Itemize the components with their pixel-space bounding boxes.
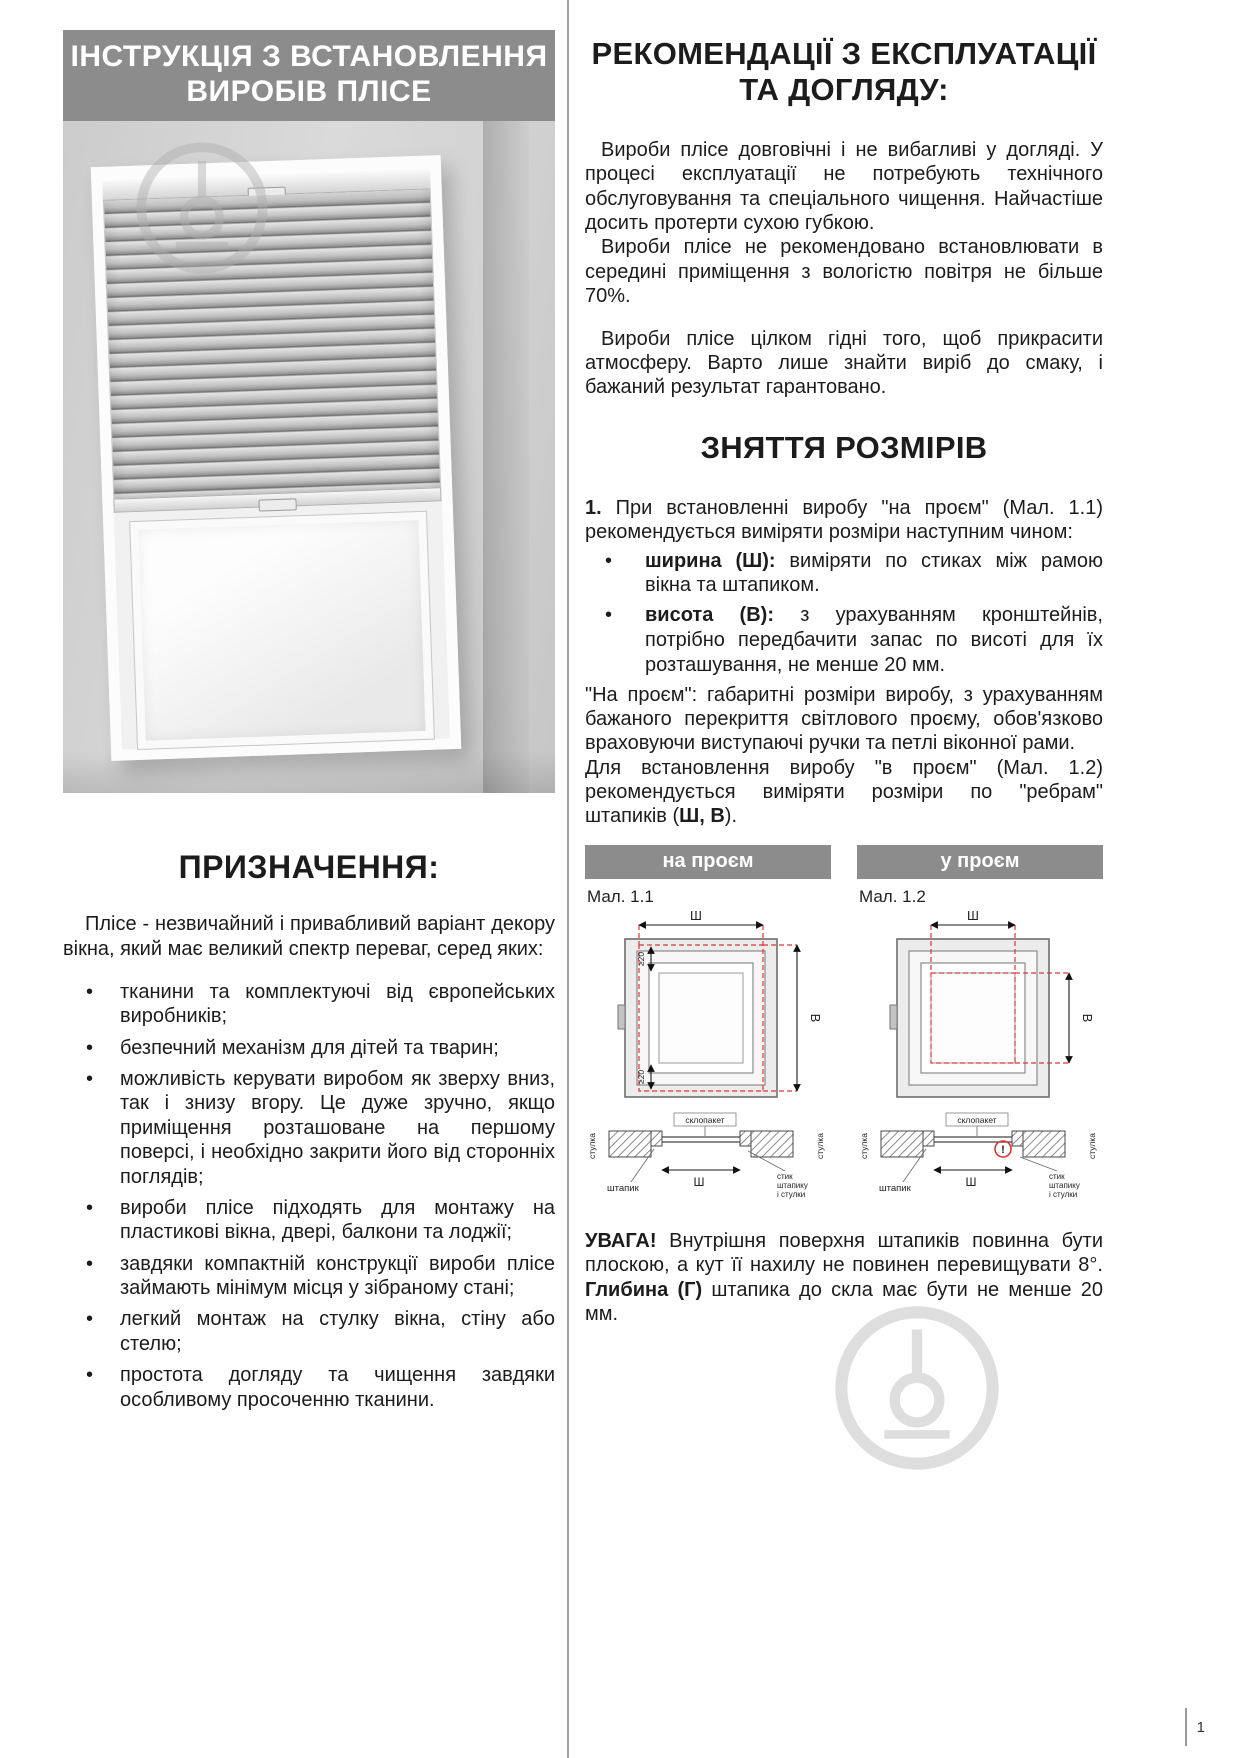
logo-watermark-icon	[831, 1302, 1003, 1474]
care-paragraph-2: Вироби плісе не рекомендовано встановлювати в середині приміщення з вологістю повітря не більше 70%.	[585, 236, 1103, 308]
measurement-item-width	[645, 549, 1103, 599]
attention-depth-term: Глибина (Г)	[585, 1278, 703, 1301]
purpose-item: • простота догляду та чищення завдяки особливому просоченню тканини.	[120, 1363, 555, 1412]
window-frame-drawing	[890, 939, 1049, 1097]
sizing-step-text: При встановленні виробу "на проєм" (Мал. 1.1) рекомендується виміряти розміри наступним чином:	[585, 496, 1103, 544]
left-header-line2: ВИРОБІВ ПЛІСЕ	[186, 75, 432, 109]
min20-bottom-label: ≥20	[636, 1069, 646, 1084]
bottom-rail-tab	[258, 498, 296, 511]
width-label: Ш	[690, 908, 702, 923]
bead-label: штапик	[607, 1182, 639, 1194]
v-proem-tail: ).	[724, 805, 738, 828]
diagram-u-proem	[857, 845, 1103, 1201]
cross-section	[859, 1113, 1097, 1199]
attention-lead: УВАГА!	[585, 1229, 657, 1252]
glazing-label: склопакет	[685, 1114, 725, 1125]
joint-label-2: штапику	[1049, 1180, 1080, 1190]
min20-top-label: ≥20	[636, 951, 646, 966]
sash-label-left: стулка	[859, 1132, 869, 1159]
width-dimension	[931, 909, 1015, 925]
width-term: ширина (Ш):	[645, 549, 776, 572]
height-label: В	[808, 1013, 823, 1023]
height-dimension	[797, 945, 823, 1091]
na-proem-paragraph: "На проєм": габаритні розміри виробу, з урахуванням бажаного перекриття світлового проєму, обов'язково враховуючи виступаючі ручки та петлі віконної рами.	[585, 683, 1103, 755]
page-number	[1185, 1708, 1205, 1746]
height-label: В	[1080, 1013, 1095, 1023]
window-handle	[618, 1005, 625, 1029]
window-handle	[890, 1005, 897, 1029]
joint-label-1: стик	[1049, 1171, 1065, 1181]
purpose-item: • безпечний механізм для дітей та тварин;	[120, 1036, 555, 1060]
left-column	[63, 0, 555, 1419]
purpose-item: • завдяки компактній конструкції вироби плісе займають мінімум місця у зібраному стані;	[120, 1252, 555, 1301]
diagram-2-header: у проєм	[857, 845, 1103, 879]
warning-exclamation: !	[1001, 1143, 1005, 1156]
diagram-2-figure-label: Мал. 1.2	[859, 886, 926, 906]
measurement-diagrams	[585, 845, 1103, 1201]
sizing-heading: ЗНЯТТЯ РОЗМІРІВ	[700, 429, 988, 465]
section-width-label: Ш	[693, 1174, 705, 1189]
logo-watermark-icon	[133, 139, 271, 277]
care-heading-line2: ТА ДОГЛЯДУ:	[739, 71, 949, 107]
bead-label: штапик	[879, 1182, 911, 1194]
purpose-heading: ПРИЗНАЧЕННЯ:	[178, 848, 440, 885]
attention-text-1: Внутрішня поверхня штапиків повинна бути плоскою, а кут її нахилу не повинен перевищувати 8°.	[585, 1229, 1103, 1277]
measurement-list	[585, 549, 1103, 678]
purpose-item: • можливість керувати виробом як зверху вниз, так і знизу вгору. Це дуже зручно, якщо приміщення розташоване на першому поверсі, і необхідно закрити його від сторонніх поглядів;	[120, 1067, 555, 1189]
diagram-1-header: на проєм	[585, 845, 831, 879]
measurement-item-height	[645, 603, 1103, 677]
wall-reveal-shadow	[483, 121, 529, 793]
joint-label-2: штапику	[777, 1180, 808, 1190]
window-sash	[114, 501, 450, 749]
v-proem-text: Для встановлення виробу "в проєм" (Мал. 1.2) рекомендується виміряти розміри по "ребрам" штапиків (	[585, 756, 1103, 828]
diagram-1-figure-label: Мал. 1.1	[587, 886, 654, 906]
joint-label-3: і стулки	[777, 1189, 806, 1199]
page-number-value: 1	[1196, 1718, 1205, 1736]
sash-label-right: стулка	[815, 1132, 825, 1159]
v-proem-paragraph	[585, 756, 1103, 829]
left-header-band	[63, 30, 555, 121]
cross-section	[587, 1113, 825, 1199]
left-header-line1: ІНСТРУКЦІЯ З ВСТАНОВЛЕННЯ	[70, 40, 548, 73]
glazing-label: склопакет	[957, 1114, 997, 1125]
v-proem-bold: Ш, В	[679, 805, 725, 828]
column-divider	[567, 0, 569, 1758]
purpose-list	[63, 980, 555, 1412]
height-term: висота (В):	[645, 604, 774, 627]
width-label: Ш	[967, 908, 979, 923]
joint-label-3: і стулки	[1049, 1189, 1078, 1199]
width-description: виміряти по стиках між рамою вікна та штапиком.	[645, 549, 1103, 597]
window-glass	[130, 512, 434, 749]
purpose-item: • легкий монтаж на стулку вікна, стіну або стелю;	[120, 1307, 555, 1356]
purpose-item: • тканини та комплектуючі від європейських виробників;	[120, 980, 555, 1029]
joint-label-1: стик	[777, 1171, 793, 1181]
purpose-intro: Плісе - незвичайний і привабливий варіант декору вікна, який має великий спектр переваг, серед яких:	[63, 912, 555, 960]
purpose-item: • вироби плісе підходять для монтажу на пластикові вікна, двері, балкони та лоджії;	[120, 1196, 555, 1245]
diagram-2-drawing	[857, 909, 1103, 1201]
page-number-divider	[1185, 1708, 1187, 1746]
diagram-1-drawing	[585, 909, 831, 1201]
right-column	[585, 0, 1103, 1326]
care-paragraph-1: Вироби плісе довговічні і не вибагливі у догляді. У процесі експлуатації не потребують технічного обслуговування та спеціального чищення. Найчастіше досить протерти сухою губкою.	[585, 138, 1103, 235]
diagram-na-proem	[585, 845, 831, 1201]
sizing-step-number: 1.	[585, 496, 602, 519]
height-dimension	[1069, 973, 1095, 1063]
warning-mark	[995, 1141, 1011, 1157]
height-description: з урахуванням кронштейнів, потрібно передбачити запас по висоті для їх розташування, не менше 20 мм.	[645, 604, 1103, 676]
attention-text-2: штапика до скла має бути не менше 20 мм.	[585, 1278, 1103, 1326]
section-width-label: Ш	[965, 1174, 977, 1189]
care-paragraph-3: Вироби плісе цілком гідні того, щоб прикрасити атмосферу. Варто лише знайти виріб до смаку, і бажаний результат гарантовано.	[585, 327, 1103, 399]
care-heading-line1: РЕКОМЕНДАЦІЇ З ЕКСПЛУАТАЦІЇ	[591, 36, 1097, 71]
sizing-step-1	[585, 496, 1103, 545]
sash-label-left: стулка	[587, 1132, 597, 1159]
sash-label-right: стулка	[1087, 1132, 1097, 1159]
product-photo	[63, 121, 555, 793]
care-heading	[585, 36, 1103, 108]
width-dimension	[639, 909, 763, 925]
